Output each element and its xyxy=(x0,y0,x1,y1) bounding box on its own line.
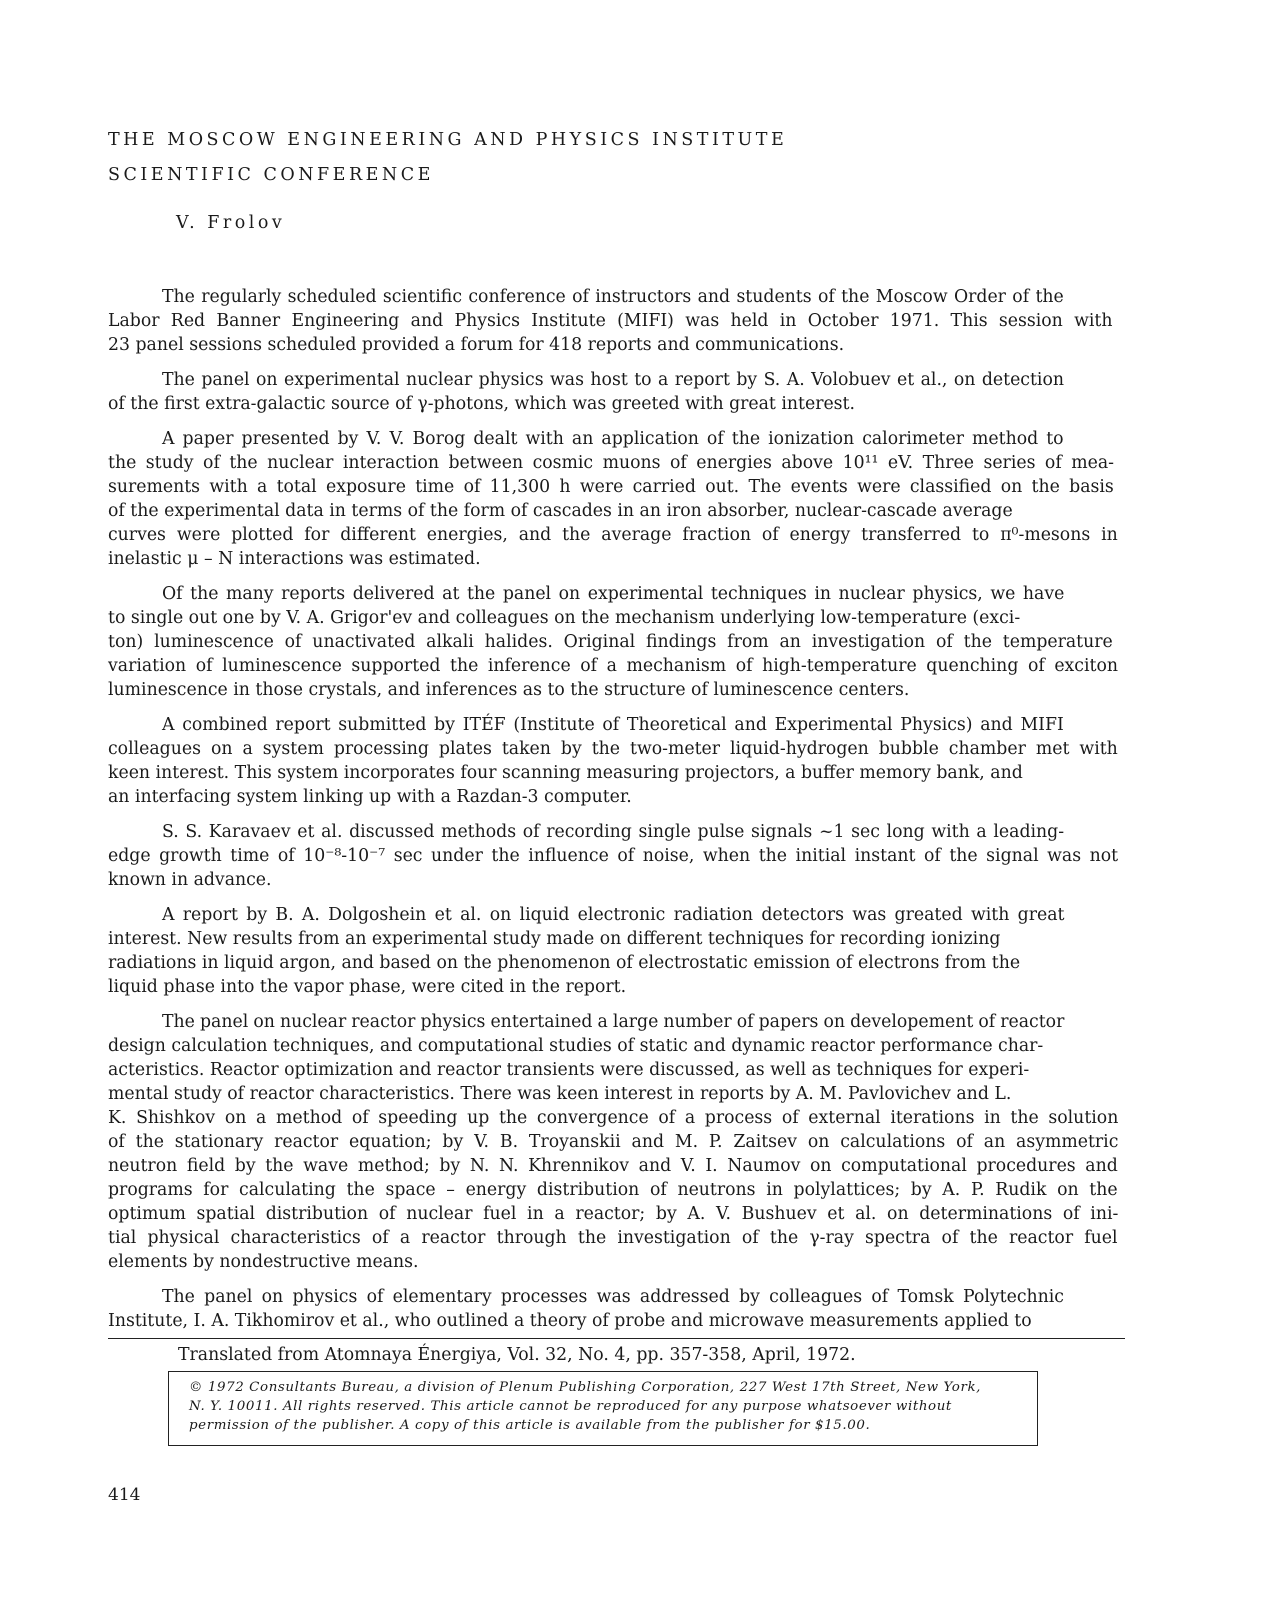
text-line: Labor Red Banner Engineering and Physics Institute (MIFI) was held in October 1971. This session with xyxy=(108,311,1113,331)
translation-note: Translated from Atomnaya Énergiya, Vol. 32, No. 4, pp. 357-358, April, 1972. xyxy=(178,1345,856,1365)
paragraph-8 xyxy=(108,1010,1118,1274)
text-line: known in advance. xyxy=(108,870,272,890)
text-line: mental study of reactor characteristics. There was keen interest in reports by A. M. Pavlovichev and L. xyxy=(108,1084,1012,1104)
text-line: luminescence in those crystals, and inferences as to the structure of luminescence centers. xyxy=(108,680,910,700)
text-line: interest. New results from an experimental study made on different techniques for recording ionizing xyxy=(108,929,1001,949)
article-body xyxy=(108,285,1118,1344)
text-line: A combined report submitted by ITÉF (Institute of Theoretical and Experimental Physics) and MIFI xyxy=(162,715,1064,735)
text-line: radiations in liquid argon, and based on the phenomenon of electrostatic emission of electrons from the xyxy=(108,953,1021,973)
paragraph-5 xyxy=(108,713,1118,809)
text-line: of the stationary reactor equation; by V. B. Troyanskii and M. P. Zaitsev on calculations of an asymmetric xyxy=(108,1132,1119,1152)
text-line: elements by nondestructive means. xyxy=(108,1252,419,1272)
article-title-line-1: THE MOSCOW ENGINEERING AND PHYSICS INSTITUTE xyxy=(108,130,788,150)
copyright-line: N. Y. 10011. All rights reserved. This article cannot be reproduced for any purpose whatsoever without xyxy=(189,1399,952,1414)
text-line: tial physical characteristics of a reactor through the investigation of the γ-ray spectra of the reactor fuel xyxy=(108,1228,1118,1248)
text-line: K. Shishkov on a method of speeding up the convergence of a process of external iterations in the solution xyxy=(108,1108,1119,1128)
text-line: curves were plotted for different energies, and the average fraction of energy transferred to π⁰-mesons in xyxy=(108,525,1118,545)
paragraph-3 xyxy=(108,427,1118,571)
text-line: surements with a total exposure time of 11,300 h were carried out. The events were classified on the basis xyxy=(108,477,1114,497)
text-line: an interfacing system linking up with a Razdan-3 computer. xyxy=(108,787,632,807)
paragraph-7 xyxy=(108,903,1118,999)
text-line: 23 panel sessions scheduled provided a forum for 418 reports and communications. xyxy=(108,335,845,355)
text-line: The panel on nuclear reactor physics entertained a large number of papers on developement of reactor xyxy=(162,1012,1065,1032)
text-line: to single out one by V. A. Grigor'ev and colleagues on the mechanism underlying low-temperature (exci- xyxy=(108,608,1021,628)
paragraph-1 xyxy=(108,285,1118,357)
text-line: of the first extra-galactic source of γ-photons, which was greeted with great interest. xyxy=(108,394,855,414)
text-line: the study of the nuclear interaction between cosmic muons of energies above 10¹¹ eV. Three series of mea- xyxy=(108,453,1114,473)
text-line: of the experimental data in terms of the form of cascades in an iron absorber, nuclear-cascade average xyxy=(108,501,1013,521)
text-line: A report by B. A. Dolgoshein et al. on liquid electronic radiation detectors was greated with great xyxy=(162,905,1065,925)
footnote-divider xyxy=(108,1338,1125,1339)
text-line: liquid phase into the vapor phase, were cited in the report. xyxy=(108,977,627,997)
text-line: keen interest. This system incorporates four scanning measuring projectors, a buffer memory bank, and xyxy=(108,763,1023,783)
text-line: The regularly scheduled scientific conference of instructors and students of the Moscow Order of the xyxy=(162,287,1064,307)
author-name: V. Frolov xyxy=(176,213,286,233)
text-line: programs for calculating the space – energy distribution of neutrons in polylattices; by A. P. Rudik on the xyxy=(108,1180,1118,1200)
text-line: ton) luminescence of unactivated alkali halides. Original findings from an investigation of the temperature xyxy=(108,632,1113,652)
text-line: inelastic μ – N interactions was estimated. xyxy=(108,549,481,569)
text-line: S. S. Karavaev et al. discussed methods of recording single pulse signals ~1 sec long with a leading- xyxy=(162,822,1065,842)
article-title-line-2: SCIENTIFIC CONFERENCE xyxy=(108,165,434,185)
copyright-box xyxy=(168,1371,1038,1446)
text-line: Institute, I. A. Tikhomirov et al., who outlined a theory of probe and microwave measurements applied to xyxy=(108,1311,1032,1331)
text-line: acteristics. Reactor optimization and reactor transients were discussed, as well as techniques for experi- xyxy=(108,1060,1030,1080)
text-line: The panel on physics of elementary processes was addressed by colleagues of Tomsk Polytechnic xyxy=(162,1287,1064,1307)
text-line: design calculation techniques, and computational studies of static and dynamic reactor performance char- xyxy=(108,1036,1044,1056)
copyright-line: © 1972 Consultants Bureau, a division of Plenum Publishing Corporation, 227 West 17th Street, New York, xyxy=(189,1380,982,1395)
text-line: Of the many reports delivered at the panel on experimental techniques in nuclear physics, we have xyxy=(162,584,1065,604)
text-line: The panel on experimental nuclear physics was host to a report by S. A. Volobuev et al., on detection xyxy=(162,370,1064,390)
page-number: 414 xyxy=(108,1485,141,1505)
text-line: A paper presented by V. V. Borog dealt with an application of the ionization calorimeter method to xyxy=(162,429,1064,449)
paragraph-2 xyxy=(108,368,1118,416)
text-line: neutron field by the wave method; by N. N. Khrennikov and V. I. Naumov on computational procedures and xyxy=(108,1156,1118,1176)
text-line: colleagues on a system processing plates taken by the two-meter liquid-hydrogen bubble chamber met with xyxy=(108,739,1118,759)
paragraph-4 xyxy=(108,582,1118,702)
paragraph-6 xyxy=(108,820,1118,892)
copyright-line: permission of the publisher. A copy of this article is available from the publisher for $15.00. xyxy=(189,1418,871,1433)
text-line: variation of luminescence supported the inference of a mechanism of high-temperature quenching of exciton xyxy=(108,656,1118,676)
text-line: optimum spatial distribution of nuclear fuel in a reactor; by A. V. Bushuev et al. on determinations of ini- xyxy=(108,1204,1119,1224)
paragraph-9 xyxy=(108,1285,1118,1333)
text-line: edge growth time of 10⁻⁸-10⁻⁷ sec under the influence of noise, when the initial instant of the signal was not xyxy=(108,846,1119,866)
